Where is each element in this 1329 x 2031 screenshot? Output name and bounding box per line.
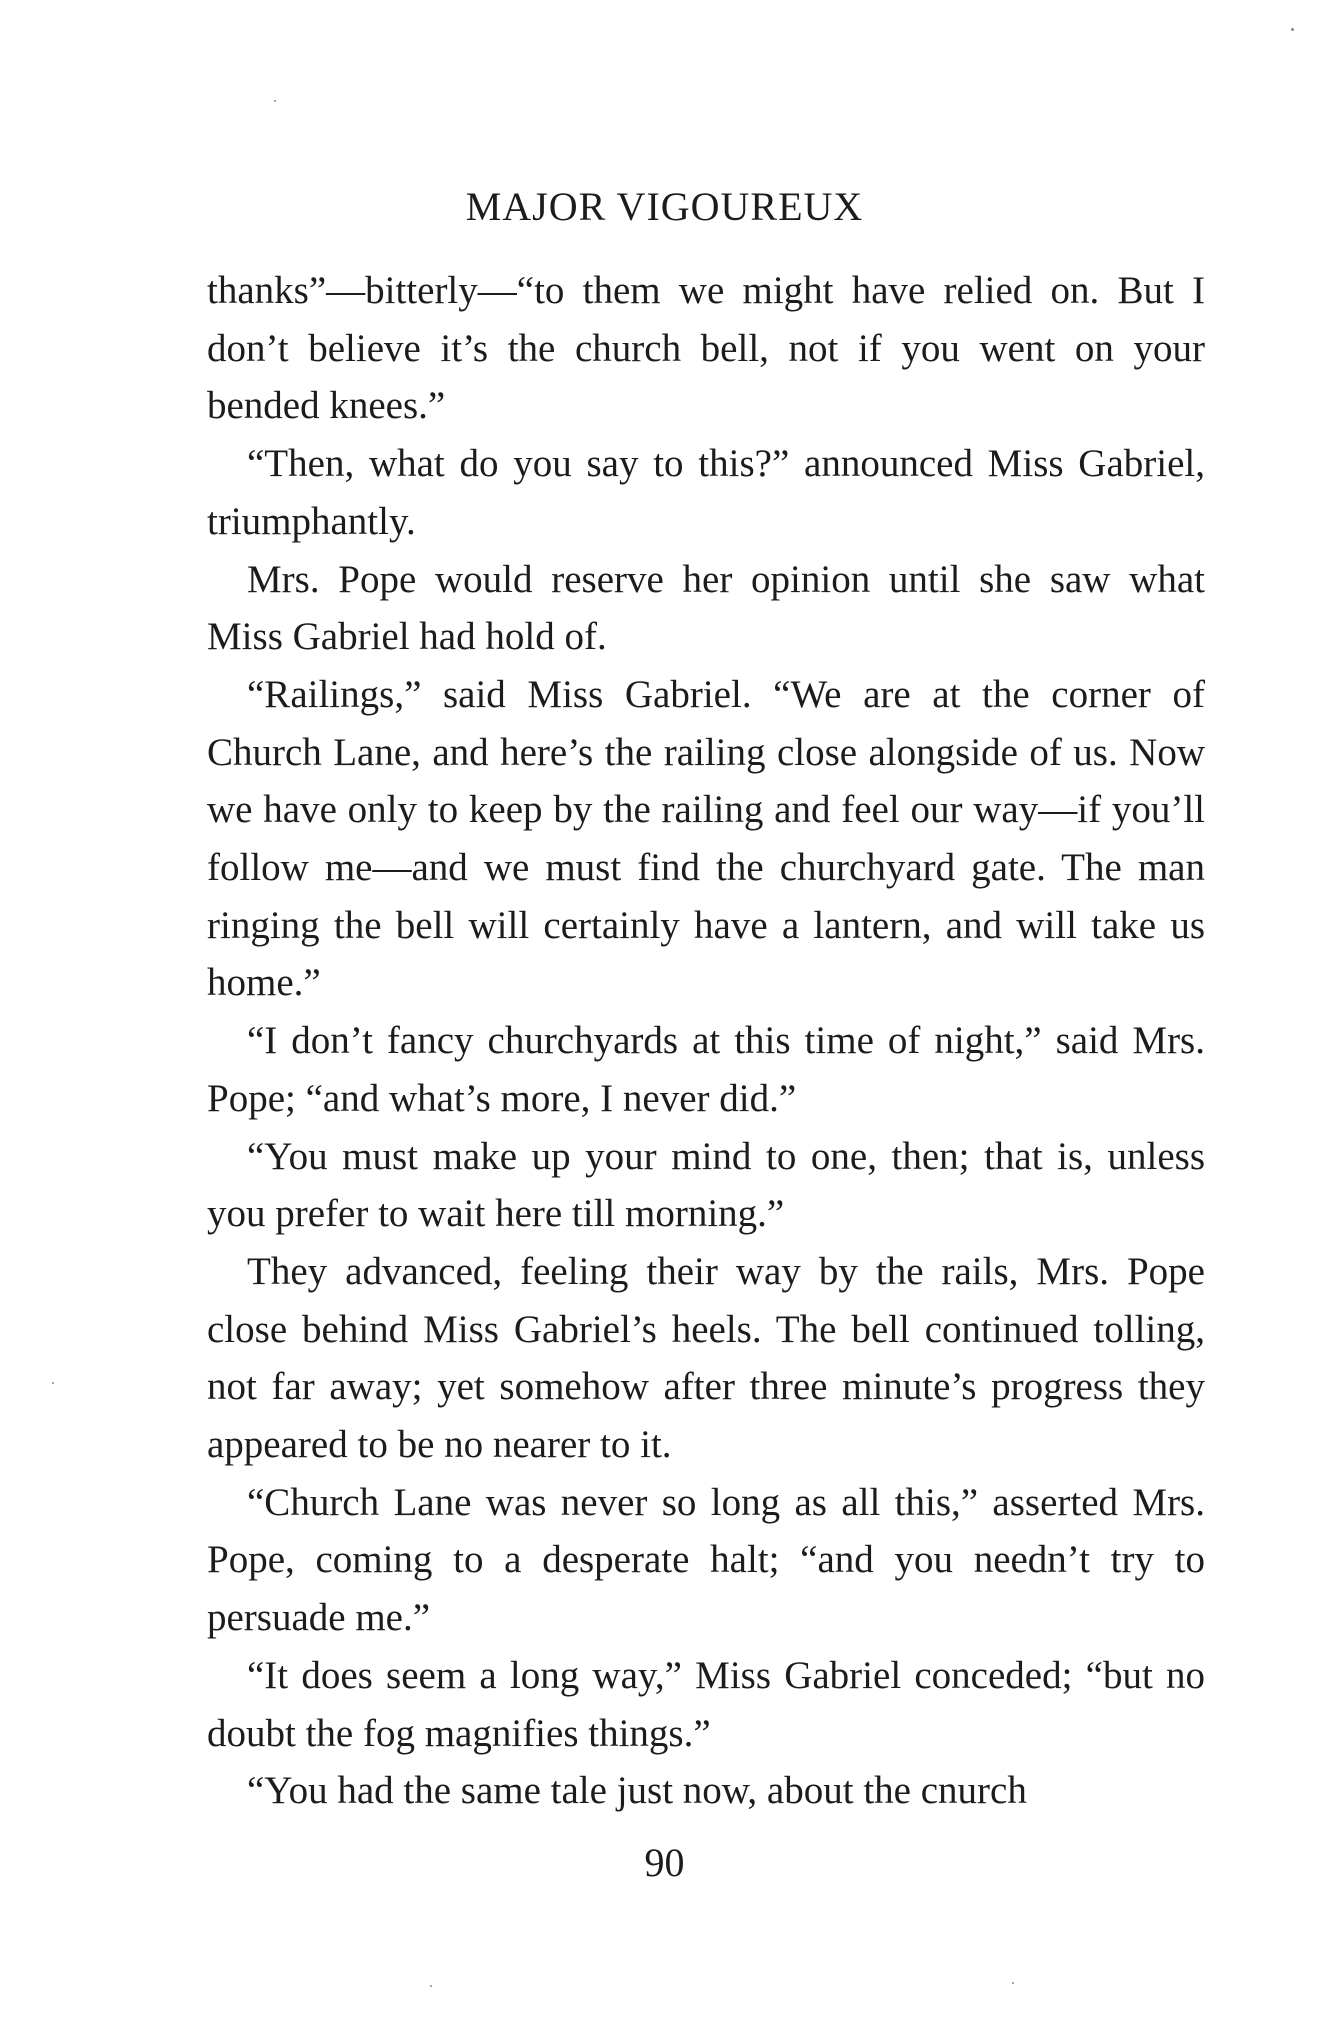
running-head: MAJOR VIGOUREUX	[465, 184, 864, 229]
paragraph-9: “It does seem a long way,” Miss Gabriel conceded; “but no doubt the fog magnifies things.”	[207, 1653, 1205, 1755]
paragraph-3: Mrs. Pope would reserve her opinion until she saw what Miss Gabriel had hold of.	[207, 557, 1205, 659]
paragraph-5: “I don’t fancy churchyards at this time of night,” said Mrs. Pope; “and what’s more, I never did.”	[207, 1019, 1205, 1120]
paper-speck	[52, 1382, 54, 1384]
paper-speck	[1291, 28, 1294, 31]
paper-speck	[274, 100, 276, 102]
page-number: 90	[644, 1840, 685, 1885]
paragraph-10: “You had the same tale just now, about the cnurch	[247, 1769, 1027, 1813]
paragraph-6: “You must make up your mind to one, then; that is, unless you prefer to wait here till morning.”	[207, 1134, 1205, 1236]
paragraph-2: “Then, what do you say to this?” announced Miss Gabriel, triumphantly.	[207, 442, 1205, 543]
paragraph-7: They advanced, feeling their way by the rails, Mrs. Pope close behind Miss Gabriel’s heels. The bell continued tolling, not far away; yet somehow after three minute’s progress they appeared to be no nearer to it.	[207, 1249, 1205, 1467]
paragraph-4: “Railings,” said Miss Gabriel. “We are at the corner of Church Lane, and here’s the railing close alongside of us. Now we have only to keep by the railing and feel our way—if you’ll follow me—and we must find the churchyard gate. The man ringing the bell will certainly have a lantern, and will take us home.”	[207, 672, 1205, 1005]
paragraph-8: “Church Lane was never so long as all this,” asserted Mrs. Pope, coming to a desperate halt; “and you needn’t try to persuade me.”	[207, 1480, 1205, 1640]
paper-speck	[1012, 1982, 1014, 1984]
paper-speck	[430, 1985, 432, 1987]
body-text	[207, 262, 1205, 1820]
paragraph-1: thanks”—bitterly—“to them we might have relied on. But I don’t believe it’s the church bell, not if you went on your bended knees.”	[207, 269, 1205, 428]
